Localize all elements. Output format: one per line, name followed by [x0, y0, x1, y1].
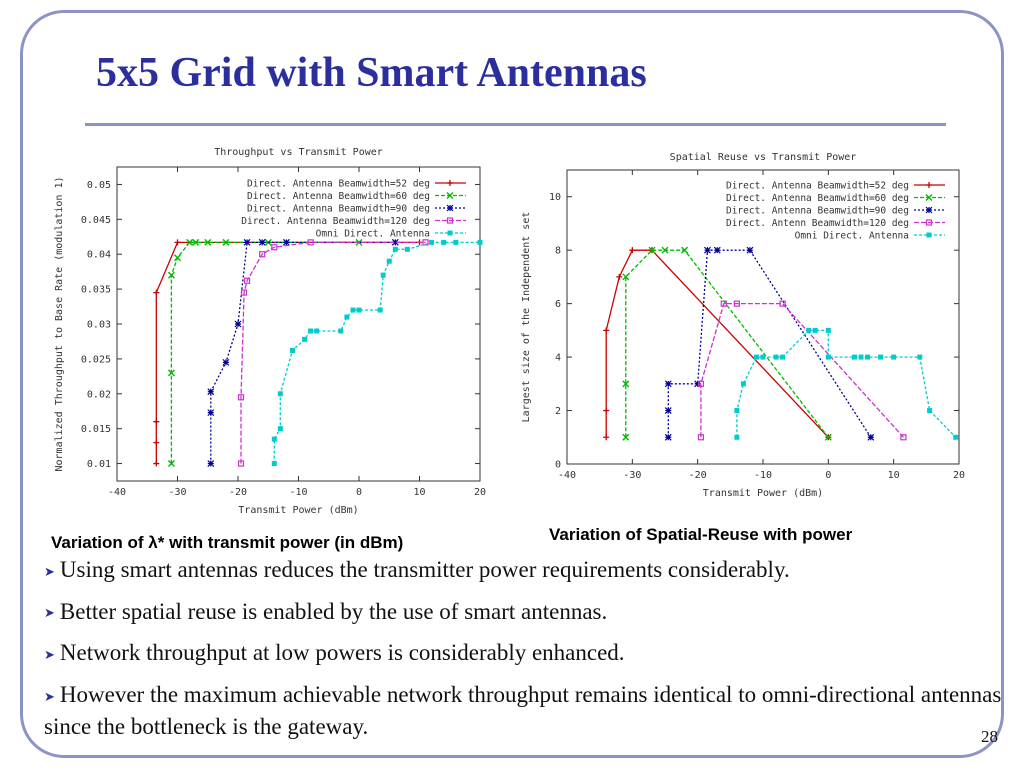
data-point	[453, 240, 458, 245]
bullet-item	[44, 597, 1009, 629]
data-point	[741, 381, 746, 386]
data-point	[806, 328, 811, 333]
y-tick-label: 6	[554, 299, 561, 311]
data-point	[153, 419, 159, 425]
data-point	[926, 182, 932, 188]
chart-svg	[50, 131, 490, 523]
legend-entry: Direct. Antenna Beamwidth=52 deg	[725, 180, 909, 192]
y-tick-label: 8	[554, 245, 561, 257]
bullet-item	[44, 638, 1009, 670]
data-point	[350, 308, 355, 313]
bullet-text: However the maximum achievable network throughput remains identical to omni-directional antennas since the bottleneck is the gateway.	[44, 682, 1002, 739]
x-axis-label: Transmit Power (dBm)	[238, 505, 359, 516]
series-line	[241, 242, 426, 463]
series-line	[701, 304, 904, 438]
data-point	[761, 355, 766, 360]
slide-number: 28	[981, 727, 998, 746]
data-point	[278, 426, 283, 431]
data-point	[272, 461, 277, 466]
data-point	[344, 315, 349, 320]
data-point	[208, 461, 214, 467]
x-tick-label: 10	[887, 470, 900, 481]
data-point	[665, 434, 671, 440]
x-tick-label: -40	[557, 470, 577, 481]
data-point	[826, 328, 831, 333]
y-tick-label: 0.015	[80, 424, 111, 436]
y-tick-label: 0.04	[86, 249, 111, 261]
throughput-chart	[50, 131, 490, 523]
legend-entry: Omni Direct. Antenna	[794, 230, 909, 242]
bullet-text: Better spatial reuse is enabled by the use of smart antennas.	[59, 598, 608, 624]
legend-entry: Direct. Antenna Beamwidth=90 deg	[725, 205, 909, 217]
legend-entry: Direct. Antenna Beamwidth=120 deg	[241, 216, 430, 227]
legend-entry: Direct. Antenn Beamwidth=120 deg	[725, 218, 909, 229]
data-point	[153, 461, 159, 467]
series	[698, 301, 906, 440]
data-point	[603, 408, 609, 414]
x-tick-label: -20	[228, 487, 248, 498]
data-point	[314, 328, 319, 333]
data-point	[357, 308, 362, 313]
data-point	[734, 408, 739, 413]
data-point	[813, 328, 818, 333]
bullet-item	[44, 680, 1009, 742]
series-line	[606, 250, 828, 437]
spatial-reuse-chart	[519, 145, 974, 513]
data-point	[917, 355, 922, 360]
data-point	[734, 435, 739, 440]
x-tick-label: -10	[289, 487, 308, 498]
data-point	[208, 389, 214, 395]
y-tick-label: 0	[554, 459, 561, 471]
data-point	[175, 255, 181, 261]
slide-title: 5x5 Grid with Smart Antennas	[96, 50, 647, 96]
legend-entry: Omni Direct. Antenna	[315, 228, 430, 240]
x-tick-label: -30	[168, 487, 187, 498]
data-point	[387, 259, 392, 264]
y-tick-label: 0.03	[86, 319, 111, 331]
legend-entry: Direct. Antenna Beamwidth=60 deg	[725, 193, 909, 204]
data-point	[405, 247, 410, 252]
bullet-list	[44, 555, 1009, 752]
arrow-bullet-icon: ➤	[44, 647, 55, 663]
caption-right: Variation of Spatial-Reuse with power	[549, 525, 853, 544]
y-tick-label: 0.01	[86, 459, 111, 471]
data-point	[665, 381, 671, 387]
data-point	[891, 355, 896, 360]
data-point	[290, 348, 295, 353]
x-tick-label: 0	[825, 470, 832, 481]
arrow-bullet-icon: ➤	[44, 605, 55, 621]
series-line	[626, 250, 829, 437]
y-tick-label: 2	[554, 406, 561, 418]
data-point	[448, 231, 453, 236]
y-tick-label: 4	[554, 352, 561, 364]
data-point	[175, 239, 181, 245]
data-point	[378, 308, 383, 313]
data-point	[478, 240, 483, 245]
x-tick-label: -30	[623, 470, 642, 481]
data-point	[381, 273, 386, 278]
x-tick-label: 10	[413, 487, 426, 498]
y-axis-label: Largest size of the Independent set	[521, 211, 532, 423]
series	[272, 240, 483, 466]
data-point	[927, 233, 932, 238]
data-point	[747, 247, 753, 253]
data-point	[308, 328, 313, 333]
chart-title: Throughput vs Transmit Power	[214, 147, 383, 158]
data-point	[429, 240, 434, 245]
y-tick-label: 0.045	[80, 214, 111, 226]
series-line	[274, 242, 480, 463]
data-point	[953, 435, 958, 440]
data-point	[153, 440, 159, 446]
data-point	[603, 327, 609, 333]
series	[239, 240, 429, 466]
legend-entry: Direct. Antenna Beamwidth=90 deg	[246, 203, 430, 215]
series	[665, 247, 874, 440]
data-point	[278, 391, 283, 396]
bullet-text: Network throughput at low powers is considerably enhanced.	[59, 640, 625, 666]
x-tick-label: 20	[952, 470, 966, 481]
arrow-bullet-icon: ➤	[44, 688, 55, 704]
data-point	[393, 247, 398, 252]
data-point	[235, 321, 241, 327]
y-tick-label: 10	[548, 192, 561, 204]
series	[208, 239, 399, 466]
series	[734, 328, 958, 440]
legend-entry: Direct. Antenna Beamwidth=52 deg	[246, 178, 430, 190]
data-point	[603, 434, 609, 440]
data-point	[338, 328, 343, 333]
data-point	[447, 205, 453, 211]
data-point	[868, 434, 874, 440]
data-point	[153, 290, 159, 296]
x-tick-label: 20	[473, 487, 487, 498]
y-tick-label: 0.035	[80, 284, 111, 296]
data-point	[244, 239, 250, 245]
y-tick-label: 0.05	[86, 179, 111, 191]
data-point	[223, 359, 229, 365]
data-point	[754, 355, 759, 360]
series	[623, 247, 832, 440]
series-line	[737, 330, 956, 437]
data-point	[272, 437, 277, 442]
data-point	[283, 239, 289, 245]
series-line	[156, 242, 419, 463]
data-point	[208, 410, 214, 416]
data-point	[665, 408, 671, 414]
data-point	[826, 355, 831, 360]
data-point	[926, 207, 932, 213]
data-point	[865, 355, 870, 360]
caption-left: Variation of λ* with transmit power (in dBm)	[51, 533, 404, 552]
data-point	[704, 247, 710, 253]
bullet-text: Using smart antennas reduces the transmitter power requirements considerably.	[59, 557, 790, 582]
y-tick-label: 0.02	[86, 389, 111, 401]
data-point	[878, 355, 883, 360]
chart-svg	[519, 145, 974, 513]
series-line	[171, 242, 359, 463]
x-tick-label: -40	[107, 487, 127, 498]
series-line	[211, 242, 395, 463]
data-point	[852, 355, 857, 360]
bullet-item	[44, 555, 1009, 587]
data-point	[447, 180, 453, 186]
data-point	[774, 355, 779, 360]
data-point	[259, 239, 265, 245]
data-point	[780, 355, 785, 360]
x-axis-label: Transmit Power (dBm)	[702, 488, 824, 499]
data-point	[441, 240, 446, 245]
y-axis-label: Normalized Throughput to Base Rate (modulation 1)	[54, 176, 65, 472]
chart-title: Spatial Reuse vs Transmit Power	[669, 152, 857, 163]
arrow-bullet-icon: ➤	[44, 563, 55, 579]
data-point	[629, 247, 635, 253]
legend-entry: Direct. Antenna Beamwidth=60 deg	[246, 191, 430, 202]
data-point	[616, 274, 622, 280]
series	[168, 239, 362, 466]
x-tick-label: -10	[753, 470, 773, 481]
y-tick-label: 0.025	[80, 354, 111, 366]
data-point	[859, 355, 864, 360]
series	[603, 247, 831, 440]
series-line	[668, 250, 871, 437]
x-tick-label: 0	[355, 487, 363, 498]
data-point	[927, 408, 932, 413]
data-point	[302, 337, 307, 342]
title-underline	[85, 123, 946, 126]
x-tick-label: -20	[688, 470, 707, 481]
data-point	[714, 247, 720, 253]
